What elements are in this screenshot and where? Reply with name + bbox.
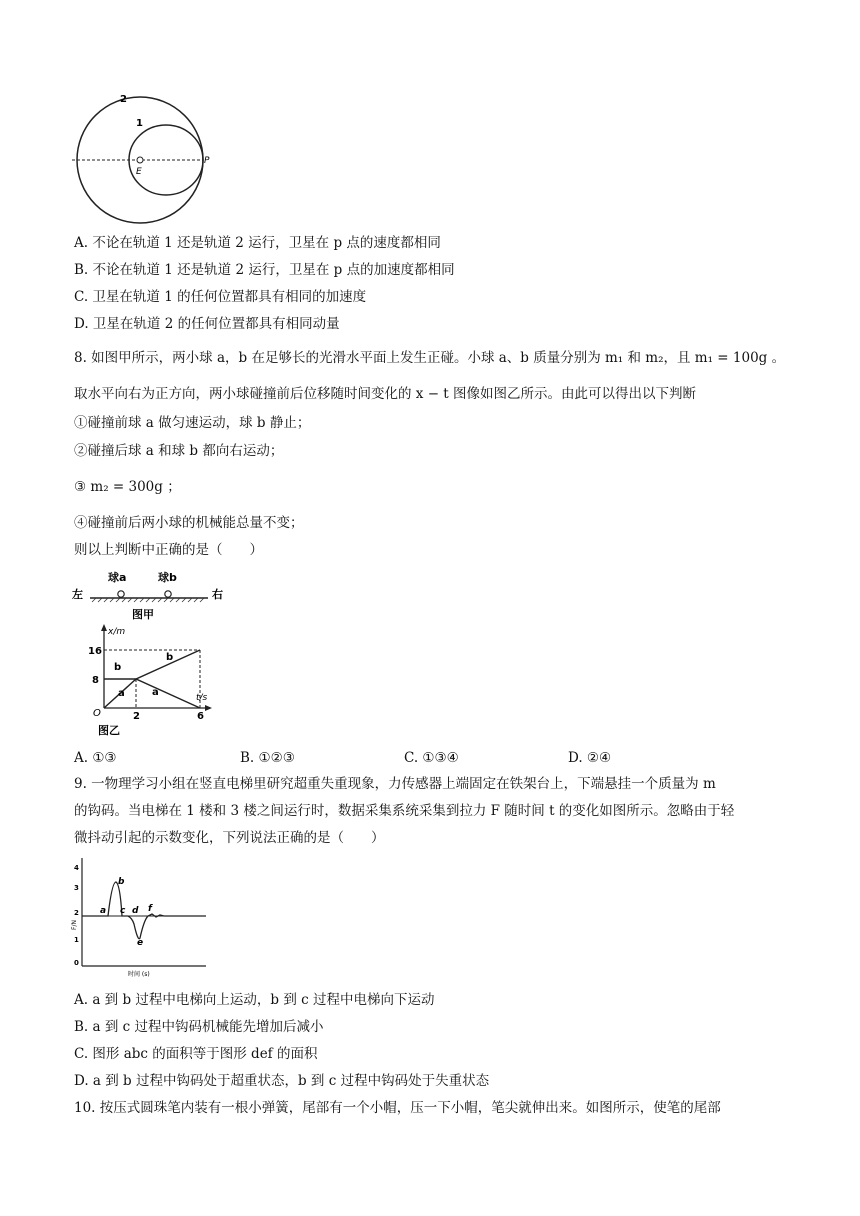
force-y-tick-4: 4 bbox=[74, 864, 79, 872]
orbit-figure bbox=[68, 92, 218, 228]
q10-stem-line-1: 10. 按压式圆珠笔内装有一根小弹簧，尾部有一个小帽，压一下小帽，笔尖就伸出来。如图所示，使笔的尾部 bbox=[74, 1100, 721, 1116]
force-y-label: F/N bbox=[71, 920, 78, 930]
q9-option-d: D. a 到 b 过程中钩码处于超重状态，b 到 c 过程中钩码处于失重状态 bbox=[74, 1073, 490, 1089]
ball-b bbox=[165, 591, 171, 597]
q8-stem-line-2: 取水平向右为正方向，两小球碰撞前后位移随时间变化的 x − t 图像如图乙所示。由此可以得出以下判断 bbox=[74, 386, 697, 402]
q7-option-a: A. 不论在轨道 1 还是轨道 2 运行，卫星在 p 点的速度都相同 bbox=[74, 235, 441, 251]
point-c-label: c bbox=[120, 906, 126, 916]
point-a-label: a bbox=[100, 906, 107, 916]
right-label: 右 bbox=[212, 588, 223, 601]
label-b-after: b bbox=[166, 652, 174, 663]
label-a-after: a bbox=[152, 687, 159, 698]
figure-jia bbox=[70, 570, 230, 622]
q9-stem-line-1: 9. 一物理学习小组在竖直电梯里研究超重失重现象，力传感器上端固定在铁架台上，下端悬挂一个质量为 m bbox=[74, 776, 716, 792]
point-f-label: f bbox=[148, 904, 152, 914]
orbit-2-label: 2 bbox=[120, 94, 127, 105]
q8-statement-3: ③ m₂ = 300g ； bbox=[74, 479, 181, 495]
force-y-tick-1: 1 bbox=[74, 936, 79, 944]
y-tick-16: 16 bbox=[88, 646, 102, 657]
label-b-before: b bbox=[114, 662, 122, 673]
point-e-label: e bbox=[137, 938, 144, 948]
q9-option-c: C. 图形 abc 的面积等于图形 def 的面积 bbox=[74, 1046, 318, 1062]
force-y-tick-2: 2 bbox=[74, 909, 79, 917]
y-axis-label: x/m bbox=[108, 627, 126, 637]
force-y-tick-3: 3 bbox=[74, 884, 79, 892]
q8-prompt: 则以上判断中正确的是（ ） bbox=[74, 542, 263, 558]
q8-option-c: C. ①③④ bbox=[404, 750, 459, 766]
q8-option-b: B. ①②③ bbox=[240, 750, 295, 766]
force-x-label: 时间 (s) bbox=[128, 971, 150, 978]
ball-a bbox=[118, 591, 124, 597]
figure-jia-caption: 图甲 bbox=[132, 608, 154, 621]
ball-b-label: 球b bbox=[158, 571, 177, 584]
figure-yi-caption: 图乙 bbox=[98, 724, 120, 737]
x-axis-arrow bbox=[205, 705, 212, 711]
x-axis-label: t/s bbox=[196, 693, 208, 703]
q9-option-b: B. a 到 c 过程中钩码机械能先增加后减小 bbox=[74, 1019, 324, 1035]
q7-option-c: C. 卫星在轨道 1 的任何位置都具有相同的加速度 bbox=[74, 289, 367, 305]
q9-option-a: A. a 到 b 过程中电梯向上运动，b 到 c 过程中电梯向下运动 bbox=[74, 992, 435, 1008]
q9-stem-line-3: 微抖动引起的示数变化，下列说法正确的是（ ） bbox=[74, 830, 385, 846]
q8-statement-2: ②碰撞后球 a 和球 b 都向右运动； bbox=[74, 443, 284, 459]
q8-option-a: A. ①③ bbox=[74, 750, 117, 766]
ball-a-label: 球a bbox=[108, 571, 127, 584]
point-b-label: b bbox=[118, 877, 125, 887]
left-label: 左 bbox=[72, 588, 83, 601]
y-tick-8: 8 bbox=[92, 675, 99, 686]
q7-option-d: D. 卫星在轨道 2 的任何位置都具有相同动量 bbox=[74, 316, 340, 332]
orbit-1-label: 1 bbox=[136, 118, 143, 129]
force-time-figure bbox=[70, 854, 210, 982]
q8-statement-1: ①碰撞前球 a 做匀速运动，球 b 静止； bbox=[74, 415, 311, 431]
x-tick-6: 6 bbox=[197, 711, 204, 722]
q8-option-d: D. ②④ bbox=[568, 750, 612, 766]
force-y-tick-0: 0 bbox=[74, 959, 79, 967]
label-a-before: a bbox=[118, 688, 125, 699]
center-label: E bbox=[136, 167, 142, 177]
q8-stem-line-1: 8. 如图甲所示，两小球 a，b 在足够长的光滑水平面上发生正碰。小球 a、b 质量分别为 m₁ 和 m₂，且 m₁ = 100g 。 bbox=[74, 350, 786, 366]
x-tick-2: 2 bbox=[133, 711, 140, 722]
q9-stem-line-2: 的钩码。当电梯在 1 楼和 3 楼之间运行时，数据采集系统采集到拉力 F 随时间 t 的变化如图所示。忽略由于轻 bbox=[74, 803, 735, 819]
q8-statement-4: ④碰撞前后两小球的机械能总量不变； bbox=[74, 515, 304, 531]
origin-label: O bbox=[93, 708, 101, 719]
figure-yi-chart bbox=[80, 622, 220, 740]
y-axis-arrow bbox=[101, 624, 107, 631]
point-p-label: P bbox=[204, 156, 210, 166]
earth-center bbox=[137, 157, 143, 163]
point-d-label: d bbox=[132, 906, 139, 916]
q7-option-b: B. 不论在轨道 1 还是轨道 2 运行，卫星在 p 点的加速度都相同 bbox=[74, 262, 455, 278]
